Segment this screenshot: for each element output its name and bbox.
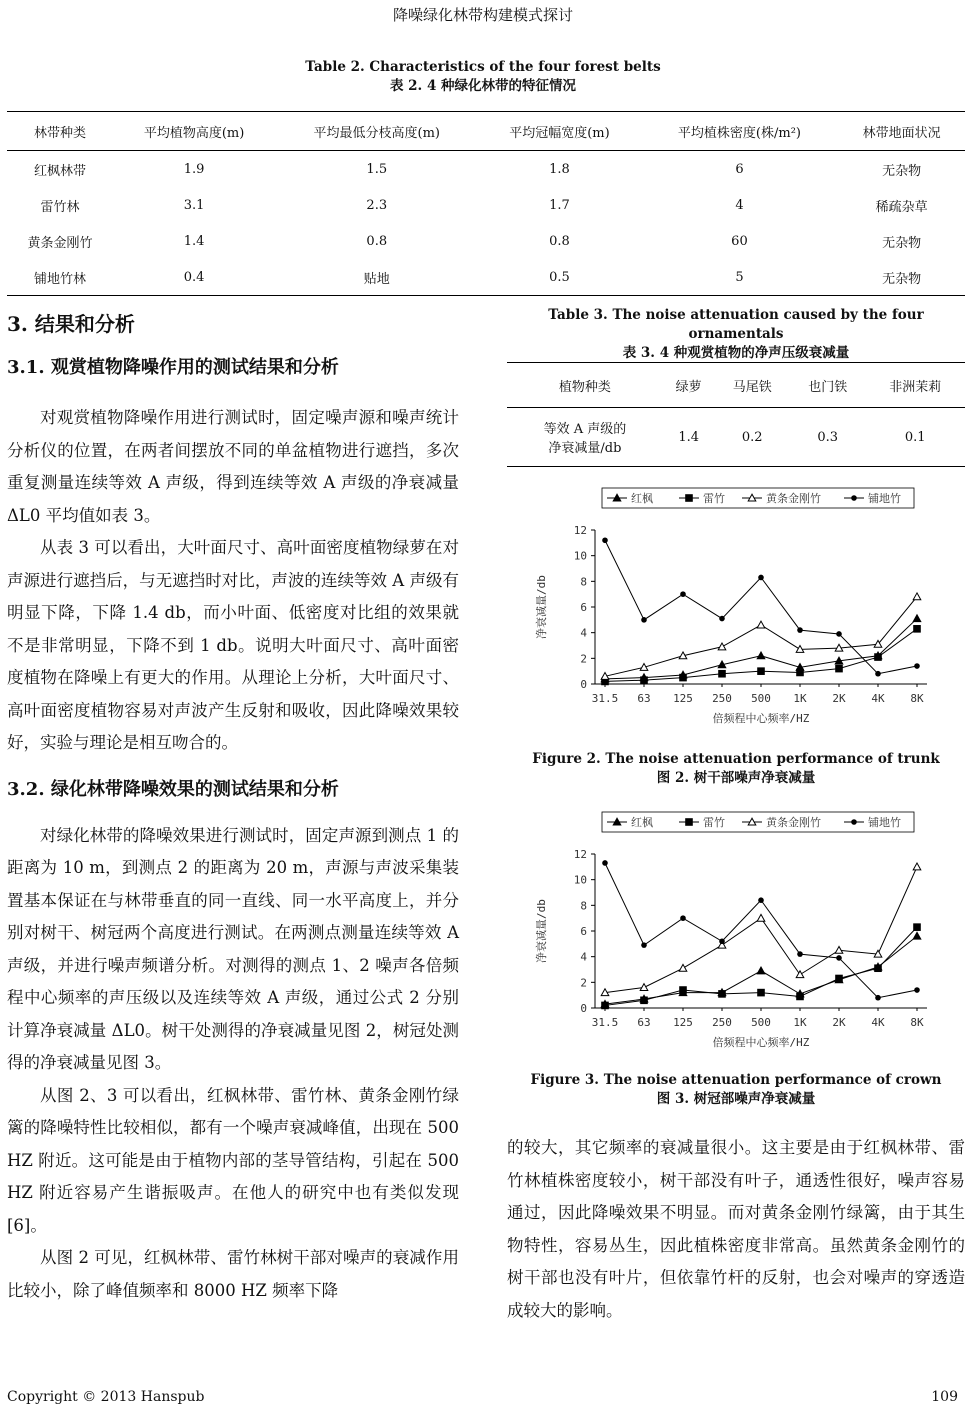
table2-caption-zh: 表 2. 4 种绿化林带的特征情况 bbox=[389, 78, 577, 94]
table-cell: 4 bbox=[735, 197, 744, 213]
data-point bbox=[679, 964, 687, 971]
data-point bbox=[835, 946, 843, 953]
paragraph: 对绿化林带的降噪效果进行测试时，固定声源到测点 1 的距离为 10 m，到测点 2 的距离为 20 m，声源与声波采集装置基本保证在与林带垂直的同一直线、同一水平高度上，并分别对树干、树冠两个高度进行测试。在两测点测量连续等效 A 声级，并进行噪声频谱分析。对测得的测点 1、2 噪声各倍频程中心频率的声压级以及连续等效 A 声级，通过公式 2 分别计算净衰减量 ΔL0。树干处测得的净衰减量见图 2，树冠处测得的净衰减量见图 3。 bbox=[7, 825, 459, 1072]
table2-header-row bbox=[7, 112, 965, 151]
data-point bbox=[913, 923, 921, 931]
data-point bbox=[797, 951, 803, 957]
x-tick-label: 500 bbox=[751, 1016, 771, 1029]
table-row bbox=[7, 187, 965, 223]
data-point bbox=[874, 964, 882, 972]
x-tick-label: 4K bbox=[871, 692, 885, 705]
data-point bbox=[757, 967, 765, 974]
table-cell: 1.7 bbox=[549, 197, 570, 213]
y-tick-label: 8 bbox=[580, 899, 587, 913]
y-axis-label: 净衰减量/db bbox=[535, 575, 548, 639]
y-tick-label: 12 bbox=[573, 848, 587, 861]
data-point bbox=[602, 537, 608, 543]
y-tick-label: 10 bbox=[573, 873, 587, 887]
legend-marker bbox=[851, 819, 857, 825]
legend-marker bbox=[685, 818, 693, 826]
data-point bbox=[914, 987, 920, 993]
series-铺地竹 bbox=[602, 860, 920, 1000]
data-point bbox=[874, 653, 882, 661]
table3-col-header: 马尾铁 bbox=[714, 363, 790, 408]
table2-col-header: 平均最低分枝高度(m) bbox=[275, 112, 478, 151]
legend-label: 铺地竹 bbox=[868, 492, 901, 505]
data-point bbox=[758, 575, 764, 581]
legend-label: 黄条金刚竹 bbox=[766, 816, 821, 829]
table3-header-row bbox=[507, 363, 965, 408]
figure-2-chart bbox=[507, 482, 965, 744]
x-tick-label: 500 bbox=[751, 692, 771, 705]
y-tick-label: 0 bbox=[580, 1002, 587, 1015]
table-cell: 1.8 bbox=[549, 161, 570, 177]
x-tick-label: 4K bbox=[871, 1016, 885, 1029]
table-cell: 雷竹林 bbox=[40, 199, 80, 215]
figure-2-svg bbox=[507, 482, 965, 744]
table-cell: 无杂物 bbox=[882, 235, 922, 251]
data-point bbox=[602, 860, 608, 866]
x-tick-label: 8K bbox=[910, 1016, 924, 1029]
right-column-text bbox=[507, 1132, 965, 1327]
table2-caption-en: Table 2. Characteristics of the four forest belts bbox=[305, 59, 661, 75]
subsection-heading-3-1: 3.1. 观赏植物降噪作用的测试结果和分析 bbox=[7, 357, 339, 378]
data-point bbox=[641, 617, 647, 623]
data-point bbox=[796, 669, 804, 677]
table-row bbox=[7, 259, 965, 296]
x-tick-label: 2K bbox=[832, 1016, 846, 1029]
table-cell: 1.4 bbox=[183, 233, 205, 249]
table2 bbox=[7, 111, 965, 296]
table-cell: 稀疏杂草 bbox=[875, 199, 928, 215]
x-tick-label: 2K bbox=[832, 692, 846, 705]
table-row bbox=[507, 408, 965, 467]
data-point bbox=[913, 615, 921, 622]
table-cell: 0.1 bbox=[904, 429, 926, 445]
data-point bbox=[757, 652, 765, 659]
data-point bbox=[797, 627, 803, 633]
table3 bbox=[507, 362, 965, 467]
data-point bbox=[796, 971, 804, 978]
x-tick-label: 125 bbox=[673, 692, 693, 705]
legend-marker bbox=[851, 495, 857, 501]
data-point bbox=[641, 942, 647, 948]
table-cell: 2.3 bbox=[366, 197, 388, 213]
data-point bbox=[757, 621, 765, 628]
x-tick-label: 1K bbox=[793, 692, 807, 705]
table3-col-header: 植物种类 bbox=[507, 363, 663, 408]
table2-col-header: 平均冠幅宽度(m) bbox=[478, 112, 640, 151]
data-point bbox=[640, 997, 648, 1005]
x-tick-label: 31.5 bbox=[591, 692, 619, 705]
figure-2-caption-zh: 图 2. 树干部噪声净衰减量 bbox=[656, 770, 816, 786]
table-cell: 无杂物 bbox=[882, 271, 922, 287]
subsection-heading-3-2: 3.2. 绿化林带降噪效果的测试结果和分析 bbox=[7, 778, 339, 800]
left-column bbox=[7, 304, 459, 1307]
data-point bbox=[679, 986, 687, 994]
paragraph: 从表 3 可以看出，大叶面尺寸、高叶面密度植物绿萝在对声源进行遮挡后，与无遮挡时对比，声波的连续等效 A 声级有明显下降，下降 1.4 db，而小叶面、低密度对比组的效果就不是非常明显，下降不到 1 db。说明大叶面尺寸、高叶面密度植物在降噪上有更大的作用。从理论上分析，大叶面尺寸、高叶面密度植物容易对声波产生反射和吸收，因此降噪效果较好，实验与理论是相互吻合的。 bbox=[7, 538, 459, 752]
table3-caption-zh: 表 3. 4 种观赏植物的净声压级衰减量 bbox=[622, 345, 850, 361]
legend-label: 雷竹 bbox=[703, 816, 725, 829]
series-line bbox=[605, 863, 917, 998]
table-cell: 3.1 bbox=[183, 197, 205, 213]
legend-label: 黄条金刚竹 bbox=[766, 492, 821, 505]
y-tick-label: 8 bbox=[580, 575, 587, 589]
x-tick-label: 8K bbox=[910, 692, 924, 705]
data-point bbox=[758, 897, 764, 903]
table-cell: 0.8 bbox=[549, 233, 570, 249]
table-cell: 6 bbox=[735, 161, 744, 177]
x-tick-label: 63 bbox=[637, 1016, 651, 1029]
table-cell: 0.8 bbox=[366, 233, 388, 249]
data-point bbox=[757, 914, 765, 921]
table2-col-header: 林带地面状况 bbox=[838, 112, 965, 151]
data-point bbox=[601, 1002, 609, 1010]
x-axis-label: 倍频程中心频率/HZ bbox=[712, 712, 810, 725]
figure-3-caption-en: Figure 3. The noise attenuation performance of crown bbox=[530, 1072, 942, 1088]
x-tick-label: 250 bbox=[712, 692, 732, 705]
table-cell: 0.3 bbox=[817, 429, 839, 445]
table-cell: 60 bbox=[731, 233, 748, 249]
data-point bbox=[757, 667, 765, 675]
paragraph: 的较大，其它频率的衰减量很小。这主要是由于红枫林带、雷竹林植株密度较小，树干部没有叶子，通透性很好，噪声容易通过，因此降噪效果不明显。而对黄条金刚竹绿篱，由于其生物特性，容易丛生，因此植株密度非常高。虽然黄条金刚竹的树干部也没有叶片，但依靠竹杆的反射，也会对噪声的穿透造成较大的影响。 bbox=[507, 1138, 965, 1320]
data-point bbox=[914, 663, 920, 669]
data-point bbox=[757, 989, 765, 997]
legend-marker bbox=[685, 494, 693, 502]
data-point bbox=[640, 984, 648, 991]
table-cell: 铺地竹林 bbox=[34, 271, 87, 287]
table-cell: 0.2 bbox=[741, 429, 763, 445]
footer-copyright: Copyright © 2013 Hanspub bbox=[7, 1389, 205, 1405]
table3-col-header: 非洲茉莉 bbox=[865, 363, 965, 408]
table3-col-header: 也门铁 bbox=[790, 363, 866, 408]
data-point bbox=[680, 915, 686, 921]
data-point bbox=[835, 975, 843, 983]
page-number: 109 bbox=[931, 1389, 958, 1405]
y-tick-label: 12 bbox=[573, 524, 587, 537]
legend-label: 铺地竹 bbox=[868, 816, 901, 829]
y-tick-label: 6 bbox=[580, 925, 587, 938]
table2-col-header: 林带种类 bbox=[7, 112, 113, 151]
data-point bbox=[875, 995, 881, 1001]
data-point bbox=[796, 993, 804, 1001]
data-point bbox=[680, 591, 686, 597]
table2-caption bbox=[0, 58, 966, 96]
data-point bbox=[679, 674, 687, 682]
table-cell: 1.9 bbox=[183, 161, 205, 177]
data-point bbox=[718, 670, 726, 678]
table-cell: 黄条金刚竹 bbox=[27, 235, 93, 251]
table-row bbox=[7, 151, 965, 188]
x-tick-label: 250 bbox=[712, 1016, 732, 1029]
x-axis-label: 倍频程中心频率/HZ bbox=[712, 1036, 810, 1049]
table-row-label bbox=[507, 408, 663, 467]
section-heading: 3. 结果和分析 bbox=[7, 312, 135, 336]
data-point bbox=[718, 990, 726, 998]
data-point bbox=[875, 671, 881, 677]
figure-3-caption bbox=[507, 1071, 965, 1109]
data-point bbox=[719, 616, 725, 622]
legend-label: 雷竹 bbox=[703, 492, 725, 505]
table-cell: 红枫林带 bbox=[34, 163, 87, 179]
y-tick-label: 2 bbox=[580, 652, 587, 666]
figure-2-caption bbox=[507, 750, 965, 788]
series-黄条金刚竹 bbox=[601, 593, 921, 679]
figure-2-caption-en: Figure 2. The noise attenuation performance of trunk bbox=[532, 751, 940, 767]
series-line bbox=[605, 597, 917, 677]
table-cell: 0.4 bbox=[183, 269, 205, 285]
table3-caption bbox=[507, 306, 965, 363]
paragraph: 从图 2 可见，红枫林带、雷竹林树干部对噪声的衰减作用比较小，除了峰值频率和 8000 HZ 频率下降 bbox=[7, 1248, 459, 1300]
table-cell: 1.4 bbox=[678, 429, 699, 445]
row-label-line: 净衰减量/db bbox=[548, 441, 622, 456]
y-tick-label: 6 bbox=[580, 601, 587, 614]
figure-3-caption-zh: 图 3. 树冠部噪声净衰减量 bbox=[656, 1091, 816, 1107]
table2-col-header: 平均植株密度(株/m²) bbox=[641, 112, 839, 151]
row-label-line: 等效 A 声级的 bbox=[543, 422, 627, 437]
chart-legend bbox=[602, 812, 914, 832]
x-tick-label: 31.5 bbox=[591, 1016, 619, 1029]
legend-label: 红枫 bbox=[631, 492, 653, 505]
figure-3-chart bbox=[507, 806, 965, 1068]
data-point bbox=[718, 643, 726, 650]
data-point bbox=[913, 593, 921, 600]
y-tick-label: 10 bbox=[573, 549, 587, 563]
table3-col-header: 绿萝 bbox=[663, 363, 715, 408]
figure-3-svg bbox=[507, 806, 965, 1068]
data-point bbox=[640, 676, 648, 684]
data-point bbox=[913, 863, 921, 870]
data-point bbox=[719, 938, 725, 944]
x-tick-label: 125 bbox=[673, 1016, 693, 1029]
y-tick-label: 2 bbox=[580, 976, 587, 990]
data-point bbox=[836, 631, 842, 637]
y-tick-label: 0 bbox=[580, 678, 587, 691]
y-tick-label: 4 bbox=[580, 626, 587, 640]
table-row bbox=[7, 223, 965, 259]
series-黄条金刚竹 bbox=[601, 863, 921, 996]
data-point bbox=[836, 955, 842, 961]
data-point bbox=[913, 932, 921, 939]
data-point bbox=[835, 665, 843, 673]
chart-legend bbox=[602, 488, 914, 508]
y-axis-label: 净衰减量/db bbox=[535, 899, 548, 963]
running-head: 降噪绿化林带构建模式探讨 bbox=[392, 6, 573, 24]
y-tick-label: 4 bbox=[580, 950, 587, 964]
table-cell: 无杂物 bbox=[882, 163, 922, 179]
table-cell: 5 bbox=[735, 269, 744, 285]
legend-label: 红枫 bbox=[631, 816, 653, 829]
table-cell: 1.5 bbox=[366, 161, 388, 177]
data-point bbox=[913, 625, 921, 633]
table-cell: 0.5 bbox=[549, 269, 570, 285]
table3-caption-en: Table 3. The noise attenuation caused by the four ornamentals bbox=[548, 307, 924, 342]
table-cell: 贴地 bbox=[363, 271, 390, 287]
paragraph: 从图 2、3 可以看出，红枫林带、雷竹林、黄条金刚竹绿篱的降噪特性比较相似，都有一个噪声衰减峰值，出现在 500 HZ 附近。这可能是由于植物内部的茎导管结构，引起在 500 HZ 附近容易产生谐振吸声。在他人的研究中也有类似发现[6]。 bbox=[7, 1085, 459, 1235]
table2-col-header: 平均植物高度(m) bbox=[113, 112, 275, 151]
paragraph: 对观赏植物降噪作用进行测试时，固定噪声源和噪声统计分析仪的位置，在两者间摆放不同的单盆植物进行遮挡，多次重复测量连续等效 A 声级，得到连续等效 A 声级的净衰减量 ΔL0 平均值如表 3。 bbox=[7, 408, 459, 525]
x-tick-label: 1K bbox=[793, 1016, 807, 1029]
x-tick-label: 63 bbox=[637, 692, 651, 705]
